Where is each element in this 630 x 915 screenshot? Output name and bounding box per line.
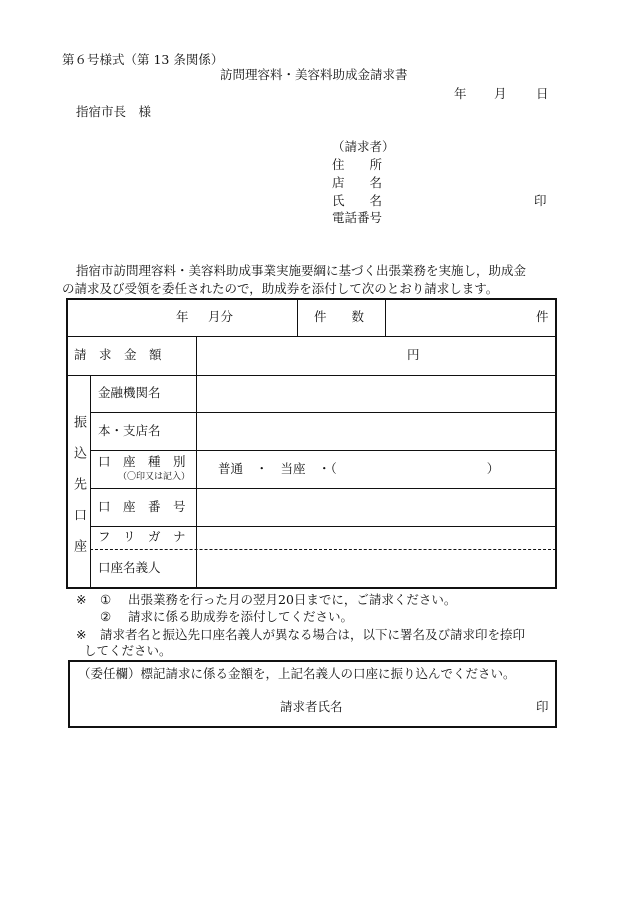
requester-seal: 印 <box>534 193 547 208</box>
request-table <box>66 298 557 589</box>
row-divider <box>90 488 556 489</box>
note-1-mark: ※ <box>76 592 87 607</box>
form-title: 訪問理容料・美容料助成金請求書 <box>220 67 408 82</box>
row1-month: 月分 <box>208 309 234 324</box>
account-type-note: （〇印又は記入） <box>118 472 191 482</box>
delegation-text: （委任欄）標記請求に係る金額を，上記名義人の口座に振り込んでください。 <box>78 666 516 681</box>
note-3-line-2: してください。 <box>84 643 172 658</box>
note-2-number: ② <box>100 609 112 624</box>
furigana-label: フ リ ガ ナ <box>98 529 186 544</box>
note-1-text: 出張業務を行った月の翌月20日までに，ご請求ください。 <box>128 592 457 607</box>
row-divider <box>67 336 556 337</box>
amount-unit: 円 <box>407 347 420 362</box>
body-line-1: 指宿市訪問理容料・美容料助成事業実施要綱に基づく出張業務を実施し，助成金 <box>76 263 527 278</box>
row-divider <box>90 526 556 527</box>
note-3-line-1: 請求者名と振込先口座名義人が異なる場合は，以下に署名及び請求印を捺印 <box>100 627 526 642</box>
date-month: 月 <box>494 86 507 101</box>
date-year: 年 <box>454 86 467 101</box>
furigana-divider <box>90 549 556 550</box>
signer-label: 請求者氏名 <box>280 699 343 714</box>
account-holder-label: 口座名義人 <box>98 560 161 575</box>
row-divider <box>67 375 556 376</box>
amount-label: 請 求 金 額 <box>74 347 162 362</box>
col-divider <box>90 375 91 588</box>
col-divider <box>297 299 298 336</box>
col-divider <box>385 299 386 336</box>
count-label: 件 数 <box>314 309 365 324</box>
form-number: 第６号様式（第 13 条関係） <box>62 52 224 67</box>
phone-label: 電話番号 <box>332 210 383 225</box>
addressee: 指宿市長 様 <box>76 104 152 119</box>
bank-name-label: 金融機関名 <box>98 385 161 400</box>
account-type-options: 普通 ・ 当座 ・（ ） <box>218 461 500 476</box>
row-divider <box>90 450 556 451</box>
date-day: 日 <box>536 86 549 101</box>
body-line-2: の請求及び受領を委任されたので，助成券を添付して次のとおり請求します。 <box>62 281 499 296</box>
account-type-label: 口 座 種 別 <box>98 454 186 469</box>
address-label: 住 所 <box>332 157 383 172</box>
count-unit: 件 <box>536 309 549 324</box>
transfer-account-label: 振込先口座 <box>71 415 86 570</box>
account-number-label: 口 座 番 号 <box>98 499 186 514</box>
note-3-mark: ※ <box>76 627 87 642</box>
shop-label: 店 名 <box>332 175 383 190</box>
note-1-number: ① <box>100 592 112 607</box>
name-label: 氏 名 <box>332 193 383 208</box>
row1-year: 年 <box>176 309 189 324</box>
delegation-seal: 印 <box>536 699 549 714</box>
note-2-text: 請求に係る助成券を添付してください。 <box>128 609 354 624</box>
row-divider <box>90 412 556 413</box>
requester-heading: （請求者） <box>332 139 395 154</box>
branch-name-label: 本・支店名 <box>98 423 161 438</box>
col-divider <box>196 336 197 588</box>
